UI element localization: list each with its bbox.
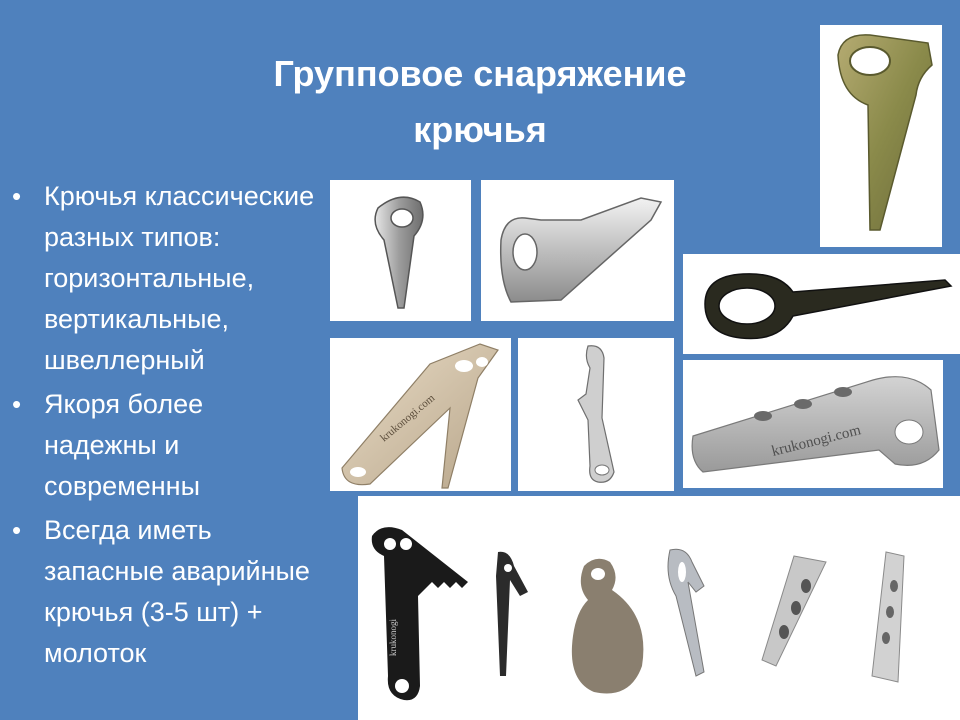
title-line-2: крючья	[413, 109, 547, 150]
vertical-piton-icon	[820, 25, 942, 247]
black-piton-icon	[683, 254, 960, 354]
bullet-item	[12, 176, 352, 381]
photo-black-piton	[683, 254, 960, 354]
bullet-list	[12, 176, 352, 677]
piton-row-icon	[358, 496, 960, 720]
photo-titanium-piton	[330, 338, 511, 491]
hook-piton-icon	[518, 338, 674, 491]
titanium-piton-icon	[330, 338, 511, 491]
watermark-text: krukonogi.com	[770, 422, 863, 460]
photo-eye-piton	[330, 180, 471, 321]
photo-piton-row	[358, 496, 960, 720]
bullet-item	[12, 384, 352, 507]
title-line-1: Групповое снаряжение	[273, 53, 687, 94]
angle-piton-icon	[481, 180, 674, 321]
watermark-text: krukonogi.com	[378, 392, 438, 445]
bullet-item	[12, 510, 352, 674]
bullet-dot: •	[12, 389, 22, 419]
photo-vertical-piton	[820, 25, 942, 247]
photo-channel-piton	[683, 360, 943, 488]
slide-title	[180, 46, 780, 158]
bullet-text: Всегда иметь запасные аварийные крючья (3-5 шт) + молоток	[44, 515, 310, 668]
bullet-dot: •	[12, 515, 22, 545]
bullet-text: Якоря более надежны и современны	[44, 389, 204, 501]
channel-piton-icon	[683, 360, 943, 488]
bullet-dot: •	[12, 181, 22, 211]
eye-piton-icon	[330, 180, 471, 321]
bullet-text: Крючья классические разных типов: горизонтальные, вертикальные, швеллерный	[44, 181, 315, 375]
photo-angle-piton	[481, 180, 674, 321]
photo-hook-piton	[518, 338, 674, 491]
small-watermark: krukonogi	[388, 619, 398, 656]
